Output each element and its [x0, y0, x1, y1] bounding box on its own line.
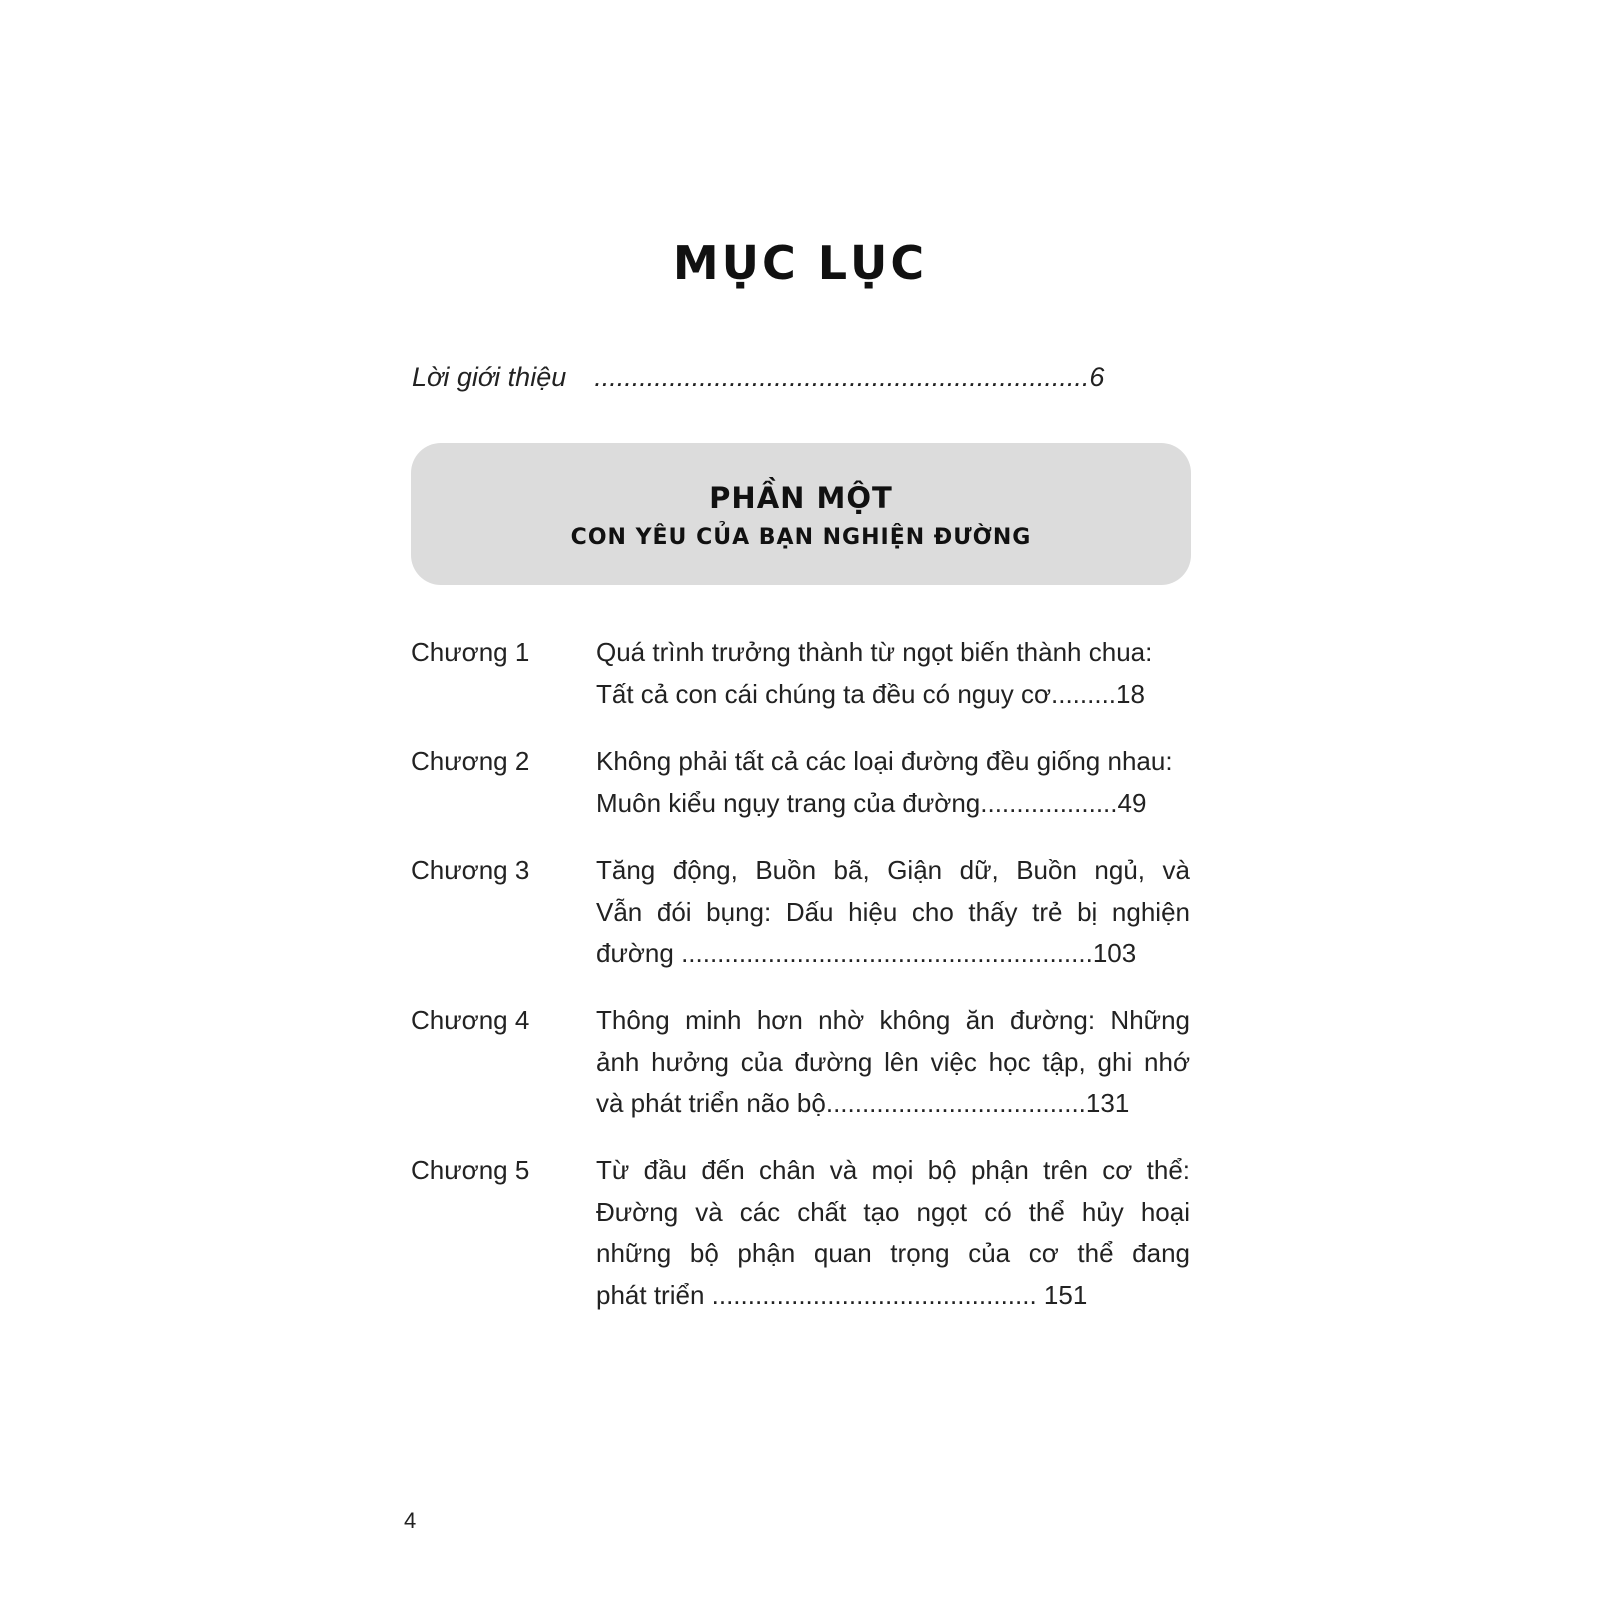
- chapter-page-leader: ............................................. 151: [704, 1280, 1088, 1311]
- chapter-title-line: Đường và các chất tạo ngọt có thể hủy hoại: [596, 1196, 1190, 1227]
- chapter-title-text: Muôn kiểu ngụy trang của đường: [596, 787, 981, 818]
- chapter-title-line: Không phải tất cả các loại đường đều giống nhau:: [596, 746, 1173, 776]
- chapter-label: Chương 1: [411, 637, 530, 667]
- chapter-page-leader: .........18: [1051, 678, 1145, 709]
- chapter-title-last-line: [596, 1083, 1186, 1125]
- page-number: 4: [404, 1508, 417, 1533]
- chapter-title-line: Thông minh hơn nhờ không ăn đường: Những: [596, 1005, 1190, 1035]
- chapter-entry-5: [411, 1150, 1191, 1311]
- intro-page-number: 6: [1089, 362, 1105, 392]
- chapter-title-line: Quá trình trưởng thành từ ngọt biến thành chua:: [596, 637, 1153, 667]
- chapter-title: [596, 632, 1190, 715]
- chapter-title-text: Tất cả con cái chúng ta đều có nguy cơ: [596, 678, 1051, 709]
- chapter-list: [411, 632, 1191, 1311]
- chapter-page-leader: .........................................................103: [673, 938, 1137, 969]
- chapter-label: Chương 3: [411, 855, 530, 885]
- chapter-title: [596, 850, 1190, 975]
- chapter-title-line: những bộ phận quan trọng của cơ thể đang: [596, 1238, 1190, 1269]
- chapter-page-leader: ...................49: [980, 787, 1147, 818]
- chapter-title-last-line: [596, 1275, 1186, 1317]
- chapter-title: [596, 1000, 1190, 1125]
- chapter-title-text: và phát triển não bộ: [596, 1088, 826, 1119]
- chapter-label: Chương 2: [411, 746, 530, 776]
- chapter-title-line: Từ đầu đến chân và mọi bộ phận trên cơ thể:: [596, 1155, 1190, 1185]
- chapter-title: [596, 741, 1190, 824]
- chapter-page-leader: ....................................131: [825, 1088, 1130, 1119]
- chapter-entry-2: [411, 741, 1191, 818]
- chapter-title-line: Tăng động, Buồn bã, Giận dữ, Buồn ngủ, và: [596, 855, 1190, 885]
- chapter-title-text: đường: [596, 938, 674, 969]
- chapter-title-text: phát triển: [596, 1280, 705, 1311]
- chapter-title-last-line: [596, 674, 1186, 716]
- part-subtitle: CON YÊU CỦA BẠN NGHIỆN ĐƯỜNG: [570, 525, 1032, 550]
- page-title: MỤC LỤC: [672, 236, 928, 290]
- part-label: PHẦN MỘT: [709, 481, 893, 515]
- toc-intro-entry: [412, 362, 1188, 393]
- chapter-entry-3: [411, 850, 1191, 969]
- intro-leader-dots: ..................................................................: [594, 362, 1090, 392]
- part-one-banner: [411, 443, 1191, 585]
- intro-label: Lời giới thiệu: [412, 362, 567, 392]
- chapter-title: [596, 1150, 1190, 1317]
- chapter-title-last-line: [596, 933, 1186, 975]
- chapter-title-last-line: [596, 783, 1186, 825]
- chapter-label: Chương 4: [411, 1005, 530, 1035]
- chapter-title-line: Vẫn đói bụng: Dấu hiệu cho thấy trẻ bị nghiện: [596, 896, 1190, 927]
- chapter-label: Chương 5: [411, 1155, 530, 1185]
- chapter-entry-4: [411, 1000, 1191, 1119]
- chapter-title-line: ảnh hưởng của đường lên việc học tập, ghi nhớ: [596, 1046, 1190, 1077]
- chapter-entry-1: [411, 632, 1191, 709]
